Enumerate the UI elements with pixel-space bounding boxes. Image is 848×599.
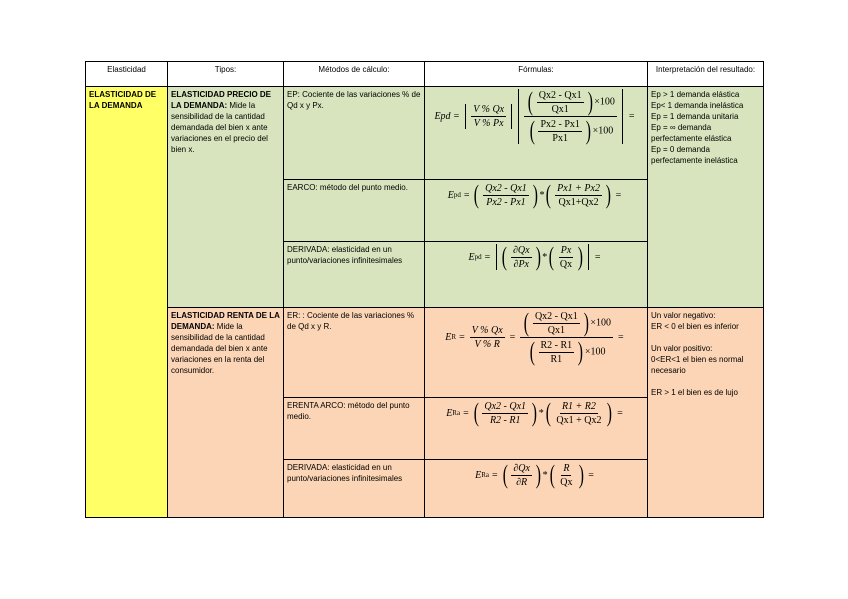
- fraction: [558, 463, 574, 488]
- fraction-num: R1 + R2: [561, 400, 596, 412]
- fraction-num: Qx2 - Qx1: [538, 89, 582, 101]
- fraction-num: [524, 89, 617, 117]
- formula-eq: =: [453, 111, 460, 122]
- fraction: [555, 183, 602, 208]
- formula-precio-ep: [425, 87, 648, 180]
- paren-group: ( $\frac{R1 + R2}{Qx1 + Qx2}$ ): [545, 398, 613, 427]
- paren-group: ( $\frac{R}{Qx}$ ): [549, 460, 584, 489]
- formula-star: *: [539, 189, 545, 201]
- fraction-num: [520, 310, 613, 338]
- fraction: [471, 104, 506, 129]
- formula-erenta-arco: [428, 400, 644, 426]
- interpretacion-renta: Un valor negativo: ER < 0 el bien es inferior Un valor positivo: 0<ER<1 el bien es normal necesario ER > 1 el bien es de lujo: [648, 308, 764, 518]
- abs-big-ratio: [518, 89, 623, 144]
- fraction-den: Qx1 + Qx2: [556, 414, 602, 426]
- metodo-precio-arco: EARCO: método del punto medio.: [284, 180, 425, 242]
- fraction: [511, 245, 532, 270]
- fraction-den: Qx1: [547, 324, 565, 336]
- formula-lhs: E: [445, 332, 452, 343]
- fraction-den: R2 - R1: [489, 414, 521, 426]
- times-100: ×100: [592, 125, 614, 137]
- fraction-num: V % Qx: [473, 104, 505, 115]
- fraction-num: R: [563, 462, 570, 474]
- paren-group: ( $\frac{Qx2 - Qx1}{Qx1}$ ): [527, 87, 593, 116]
- fraction: [483, 183, 529, 208]
- header-tipos: Tipos:: [168, 62, 284, 87]
- formula-precio-arco: [425, 180, 648, 242]
- formula-eq: =: [509, 332, 516, 343]
- formula-star: *: [538, 407, 544, 419]
- elasticidad-cell: ELASTICIDAD DE LA DEMANDA: [86, 87, 168, 518]
- fraction-num: R2 - R1: [540, 339, 573, 351]
- formula-eq: =: [463, 189, 470, 201]
- fraction-num: Px: [560, 244, 572, 256]
- fraction-num: Px2 - Px1: [540, 118, 580, 130]
- fraction-num: Qx2 - Qx1: [485, 182, 527, 194]
- fraction-den: V % Px: [473, 118, 504, 129]
- formula-end: =: [615, 189, 622, 201]
- fraction: [482, 401, 528, 426]
- fraction-den: [526, 338, 608, 365]
- fraction-den: Qx: [559, 258, 573, 270]
- formula-lhs: Epd: [434, 111, 451, 122]
- formula-lhs: E: [447, 189, 454, 201]
- formula-epd: [428, 89, 644, 144]
- header-formulas: Fórmulas:: [425, 62, 648, 87]
- metodo-renta-arco: ERENTA ARCO: método del punto medio.: [284, 398, 425, 460]
- formula-eq: =: [463, 407, 469, 419]
- formula-end: =: [628, 111, 635, 122]
- formula-renta-deriv: [428, 462, 644, 488]
- formula-sub: Ra: [452, 408, 461, 417]
- fraction-den: Px2 - Px1: [486, 196, 526, 208]
- header-elasticidad: Elasticidad: [86, 62, 168, 87]
- fraction-den: ∂R: [516, 476, 528, 488]
- paren-group: ( $\frac{Qx2 - Qx1}{Qx1}$ ): [524, 308, 589, 337]
- abs-ratio: [465, 104, 512, 129]
- metodo-renta-er: ER: : Cociente de las variaciones % de Qd x y R.: [284, 308, 425, 398]
- metodo-precio-ep: EP: Cociente de las variaciones % de Qd x y Px.: [284, 87, 425, 180]
- fraction: [511, 463, 532, 488]
- fraction: [470, 325, 505, 350]
- fraction: [520, 310, 613, 365]
- formula-sub: pd: [474, 252, 482, 261]
- fraction-den: V % R: [474, 339, 500, 350]
- formula-earco: [428, 182, 644, 208]
- paren-group: ( $\frac{\partial Qx}{\partial R}$ ): [502, 460, 541, 489]
- fraction: [524, 89, 617, 144]
- formula-derivada: [428, 244, 644, 270]
- formula-er: [428, 310, 644, 365]
- formula-renta-arco: [425, 398, 648, 460]
- elasticity-table: [85, 61, 764, 518]
- fraction-num: ∂Qx: [513, 462, 530, 474]
- fraction-den: ∂Px: [513, 258, 529, 270]
- fraction-num: Qx2 - Qx1: [484, 400, 527, 412]
- paren-group: ( $\frac{\partial Qx}{\partial Px}$ ): [502, 242, 541, 271]
- renta-row-1: [86, 308, 764, 398]
- formula-star: *: [542, 251, 548, 263]
- fraction: [558, 245, 574, 270]
- header-interpretacion: Interpretación del resultado:: [648, 62, 764, 87]
- precio-row-1: [86, 87, 764, 180]
- tipo-renta-title: ELASTICIDAD RENTA DE LA DEMANDA:: [171, 311, 280, 331]
- fraction-den: Qx1+Qx2: [558, 196, 599, 208]
- formula-renta-er: [425, 308, 648, 398]
- metodo-renta-derivada: DERIVADA: elasticidad en un punto/variaciones infinitesimales: [284, 460, 425, 518]
- paren-group: ( $\frac{Px}{Qx}$ ): [548, 242, 584, 271]
- paren-group: ( $\frac{Qx2 - Qx1}{R2 - R1}$ ): [473, 398, 537, 427]
- fraction: [554, 401, 603, 426]
- paren-group: ( $\frac{Px2 - Px1}{Px1}$ ): [529, 116, 591, 145]
- metodo-precio-derivada: DERIVADA: elasticidad en un punto/variaciones infinitesimales: [284, 242, 425, 308]
- formula-end: =: [594, 251, 601, 263]
- times-100: ×100: [590, 317, 612, 329]
- formula-star: *: [542, 469, 548, 481]
- formula-precio-derivada: [425, 242, 648, 308]
- tipo-precio-text: Mide la sensibilidad de la cantidad demandada del bien x ante variaciones en el precio del bien x.: [171, 101, 268, 154]
- formula-eq: =: [484, 251, 491, 263]
- fraction-num: Px1 + Px2: [557, 182, 600, 194]
- paren-group: ( $\frac{Qx2 - Qx1}{Px2 - Px1}$ ): [474, 180, 538, 209]
- formula-sub: pd: [453, 190, 461, 199]
- formula-lhs: E: [446, 407, 453, 419]
- fraction: [538, 119, 581, 144]
- fraction: [539, 340, 575, 365]
- fraction-den: [526, 117, 615, 144]
- fraction-num: Qx2 - Qx1: [534, 310, 578, 322]
- fraction-den: Qx: [560, 476, 573, 488]
- formula-eq: =: [492, 469, 498, 481]
- formula-sub: R: [451, 333, 457, 341]
- header-metodos: Métodos de cálculo:: [284, 62, 425, 87]
- paren-group: ( $\frac{R2 - R1}{R1}$ ): [529, 337, 584, 366]
- formula-lhs: E: [475, 469, 482, 481]
- tipo-renta-cell: [168, 308, 284, 518]
- paren-group: ( $\frac{Px1 + Px2}{Qx1+Qx2}$ ): [546, 180, 611, 209]
- fraction-den: Qx1: [551, 103, 569, 115]
- fraction: [537, 90, 584, 115]
- fraction-den: R1: [550, 353, 563, 365]
- formula-eq: =: [459, 332, 465, 343]
- tipo-precio-title: ELASTICIDAD PRECIO DE LA DEMANDA:: [171, 90, 272, 110]
- times-100: ×100: [594, 96, 615, 108]
- fraction-den: Px1: [552, 132, 568, 144]
- formula-end: =: [618, 332, 624, 343]
- formula-lhs: E: [468, 251, 475, 263]
- header-row: [86, 62, 764, 87]
- abs-product: [496, 244, 589, 270]
- formula-sub: Ra: [481, 470, 490, 479]
- formula-end: =: [588, 469, 594, 481]
- formula-renta-derivada: [425, 460, 648, 518]
- tipo-renta-text: Mide la sensibilidad de la cantidad demandada del bien x ante variaciones en la renta del consumidor.: [171, 322, 268, 375]
- times-100: ×100: [584, 346, 606, 358]
- interpretacion-precio: Ep > 1 demanda elástica Ep< 1 demanda inelástica Ep = 1 demanda unitaria Ep = ∞ demanda perfectamente elástica Ep = 0 demanda perfectamente inelástica: [648, 87, 764, 308]
- tipo-precio-cell: [168, 87, 284, 308]
- fraction-num: V % Qx: [471, 325, 503, 336]
- fraction-num: ∂Qx: [512, 244, 530, 256]
- fraction: [533, 311, 580, 336]
- formula-end: =: [617, 407, 623, 419]
